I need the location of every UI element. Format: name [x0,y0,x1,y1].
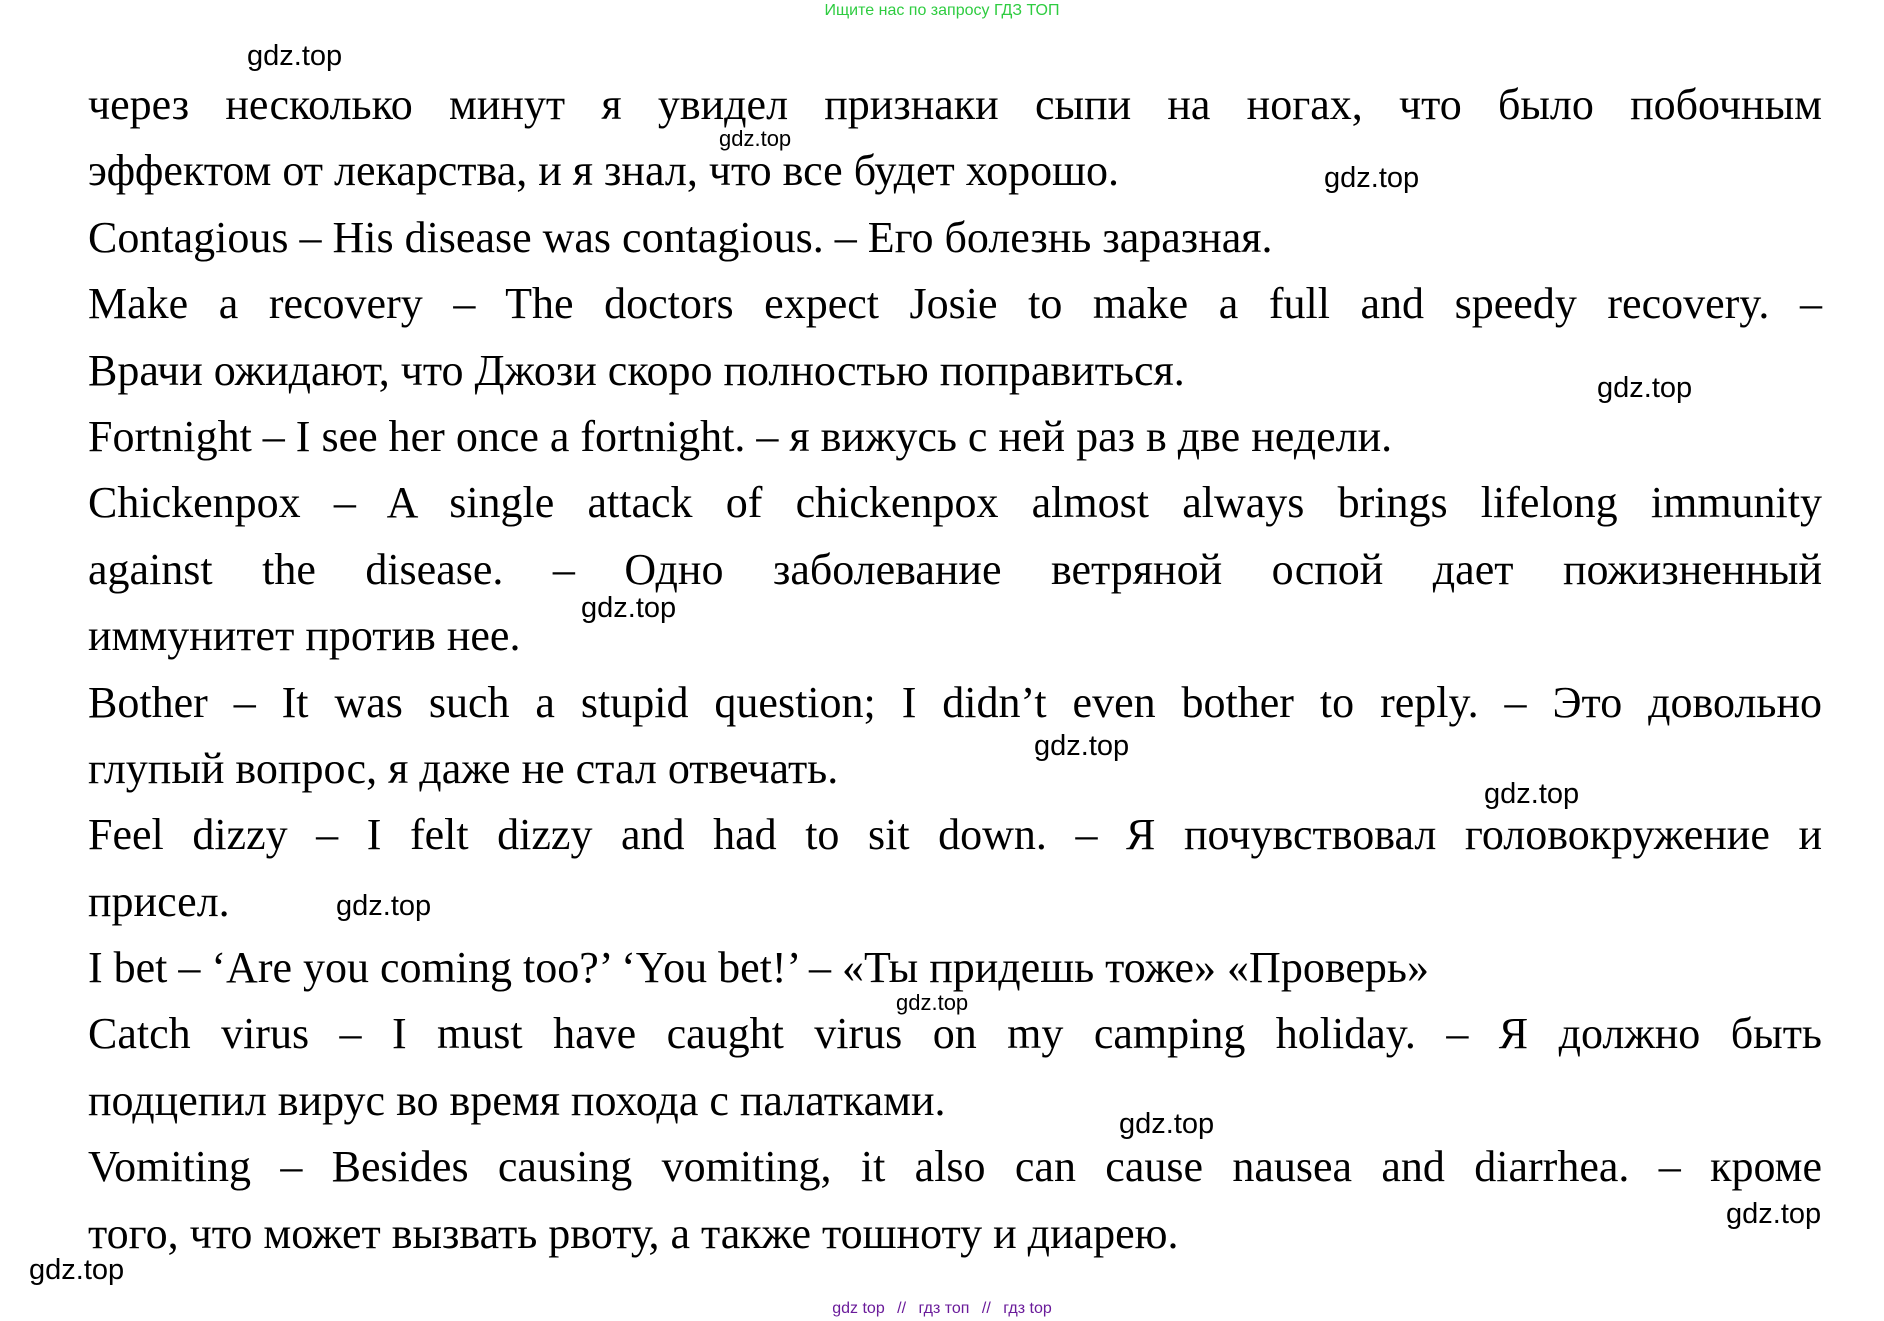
text-line: Contagious – His disease was contagious. – Его болезнь заразная. [88,212,1273,262]
text-line: against the disease. – Одно заболевание ветряной оспой дает пожизненный [88,544,1822,594]
text-line: глупый вопрос, я даже не стал отвечать. [88,743,839,793]
text-line: эффектом от лекарства, и я знал, что все будет хорошо. [88,146,1119,196]
watermark: gdz.top [1324,162,1420,194]
text-line: подцепил вирус во время похода с палатками. [88,1075,946,1125]
watermark: gdz.top [1119,1108,1215,1140]
watermark: gdz.top [1484,778,1580,810]
watermark: gdz.top [29,1254,125,1286]
watermark: gdz.top [1034,730,1130,762]
watermark: gdz.top [1726,1198,1822,1230]
watermark: gdz.top [336,890,432,922]
text-line: Bother – It was such a stupid question; I didn’t even bother to reply. – Это довольно [88,677,1822,727]
watermark: gdz.top [581,592,677,624]
text-line: Fortnight – I see her once a fortnight. – я вижусь с ней раз в две недели. [88,411,1393,461]
text-line: через несколько минут я увидел признаки сыпи на ногах, что было побочным [88,80,1822,129]
text-line: того, что может вызвать рвоту, а также тошноту и диарею. [88,1208,1179,1258]
watermark: gdz.top [719,126,792,151]
text-line: I bet – ‘Are you coming too?’ ‘You bet!’ – «Ты придешь тоже» «Проверь» [88,943,1429,993]
watermark: gdz.top [247,40,343,72]
footer-link[interactable]: гдз топ [918,1300,970,1317]
footer-link[interactable]: gdz top [832,1300,885,1317]
footer-separator: // [897,1300,907,1317]
text-line: Feel dizzy – I felt dizzy and had to sit down. – Я почувствовал головокружение и [88,810,1822,860]
footer-links [0,1300,1884,1318]
document-body [88,72,1822,1267]
text-line: присел. [88,876,230,926]
watermark: gdz.top [1597,372,1693,404]
footer-separator: // [981,1300,991,1317]
text-line: иммунитет против нее. [88,611,521,661]
footer-link[interactable]: гдз top [1003,1300,1052,1317]
text-line: Make a recovery – The doctors expect Josie to make a full and speedy recovery. – [88,279,1822,329]
watermark: gdz.top [896,990,969,1015]
text-line: Vomiting – Besides causing vomiting, it also can cause nausea and diarrhea. – кроме [88,1142,1822,1192]
top-banner: Ищите нас по запросу ГДЗ ТОП [824,2,1060,19]
text-line: Catch virus – I must have caught virus on my camping holiday. – Я должно быть [88,1009,1822,1059]
text-line: Врачи ожидают, что Джози скоро полностью поправиться. [88,345,1185,395]
text-line: Chickenpox – A single attack of chickenpox almost always brings lifelong immunity [88,478,1822,528]
